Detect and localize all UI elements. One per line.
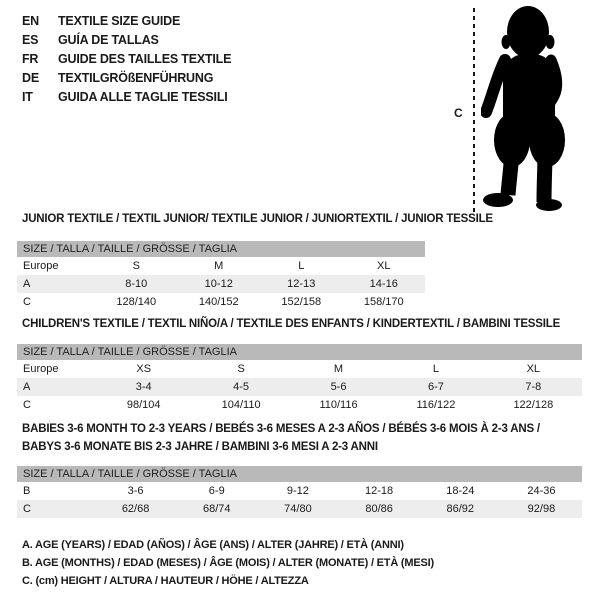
lang-label: TEXTILGRÖßENFÜHRUNG [58,71,214,85]
children-table-body [17,360,582,414]
cell: 92/98 [527,503,556,515]
lang-row-it [22,88,231,107]
lang-label: GUIDA ALLE TAGLIE TESSILI [58,90,228,104]
cell: 3-4 [135,381,152,393]
babies-table-title: BABIES 3-6 MONTH TO 2-3 YEARS / BEBÉS 3-6 MESES A 2-3 AÑOS / BÉBÉS 3-6 MOIS À 2-3 ANS / [22,423,540,435]
cell: 74/80 [284,503,312,515]
lang-label: GUÍA DE TALLAS [58,33,159,47]
lang-code: FR [22,52,39,66]
table-row [17,396,582,414]
cell: 68/74 [202,503,231,515]
cell: L [432,363,439,375]
lang-label: TEXTILE SIZE GUIDE [58,14,181,28]
babies-table [17,466,582,518]
lang-code: ES [22,33,39,47]
legend-line-c: C. (cm) HEIGHT / ALTURA / HAUTEUR / HÖHE / ALTEZZA [22,575,309,587]
table-row [17,275,425,293]
cell: M [214,260,224,272]
table-row [17,257,425,275]
cell: 152/158 [281,296,322,308]
lang-code: EN [22,14,39,28]
cell: 86/92 [446,503,475,515]
cell: XL [377,260,391,272]
cell: 10-12 [204,278,233,290]
cell: 24-36 [527,485,556,497]
row-label: B [23,485,31,497]
row-label: A [23,278,31,290]
lang-row-fr [22,50,231,69]
lang-row-en [22,12,231,31]
height-measure-dashed-line [473,8,475,212]
cell: L [298,260,305,272]
cell: 6-9 [208,485,225,497]
legend-line-b: B. AGE (MONTHS) / EDAD (MESES) / ÂGE (MOIS) / ALTER (MONATE) / ETÀ (MESI) [22,557,434,569]
cell: 12-13 [287,278,316,290]
lang-code: DE [22,71,39,85]
row-label: Europe [23,363,59,375]
lang-row-es [22,31,231,50]
cell: M [333,363,344,375]
cell: 5-6 [330,381,347,393]
row-label: A [23,381,31,393]
cell: 110/116 [319,399,358,411]
table-row [17,482,582,500]
cell: 7-8 [525,381,542,393]
junior-table [17,241,425,311]
cell: 122/128 [513,399,554,411]
cell: 3-6 [127,485,144,497]
table-row [17,500,582,518]
children-table [17,344,582,414]
lang-code: IT [22,90,33,104]
cell: 98/104 [126,399,161,411]
row-label: C [23,503,31,515]
row-label: C [23,296,31,308]
junior-table-title: JUNIOR TEXTILE / TEXTIL JUNIOR/ TEXTILE JUNIOR / JUNIORTEXTIL / JUNIOR TESSILE [22,213,493,225]
language-guide-list [22,12,231,107]
table-row [17,378,582,396]
cell: 158/170 [363,296,404,308]
row-label: Europe [23,260,59,272]
cell: 116/122 [416,399,456,411]
size-header-row: SIZE / TALLA / TAILLE / GRÖSSE / TAGLIA [17,344,582,360]
cell: XL [526,363,541,375]
table-row [17,360,582,378]
cell: 62/68 [121,503,150,515]
toddler-silhouette-image [481,2,599,214]
measure-legend [22,536,434,590]
cell: 14-16 [369,278,398,290]
legend-line-a: A. AGE (YEARS) / EDAD (AÑOS) / ÂGE (ANS) / ALTER (JAHRE) / ETÀ (ANNI) [22,539,404,551]
cell: 12-18 [365,485,394,497]
lang-label: GUIDE DES TAILLES TEXTILE [58,52,232,66]
babies-table-title-line2: BABYS 3-6 MONATE BIS 2-3 JAHRE / BAMBINI 3-6 MESI A 2-3 ANNI [22,441,378,453]
cell: 8-10 [125,278,148,290]
cell: 18-24 [446,485,475,497]
cell: 6-7 [427,381,444,393]
lang-row-de [22,69,231,88]
cell: 128/140 [116,296,157,308]
height-measure-label: C [454,106,463,120]
junior-table-body [17,257,425,311]
cell: S [132,260,140,272]
cell: 104/110 [221,399,261,411]
row-label: C [23,399,31,411]
cell: 140/152 [198,296,239,308]
size-header-row: SIZE / TALLA / TAILLE / GRÖSSE / TAGLIA [17,466,582,482]
cell: XS [136,363,152,375]
cell: 80/86 [365,503,393,515]
children-table-title: CHILDREN'S TEXTILE / TEXTIL NIÑO/A / TEXTILE DES ENFANTS / KINDERTEXTIL / BAMBINI TESSILE [22,318,561,330]
babies-table-body [17,482,582,518]
size-header-row: SIZE / TALLA / TAILLE / GRÖSSE / TAGLIA [17,241,425,257]
cell: 4-5 [233,381,250,393]
cell: 9-12 [286,485,309,497]
table-row [17,293,425,311]
cell: S [237,363,245,375]
